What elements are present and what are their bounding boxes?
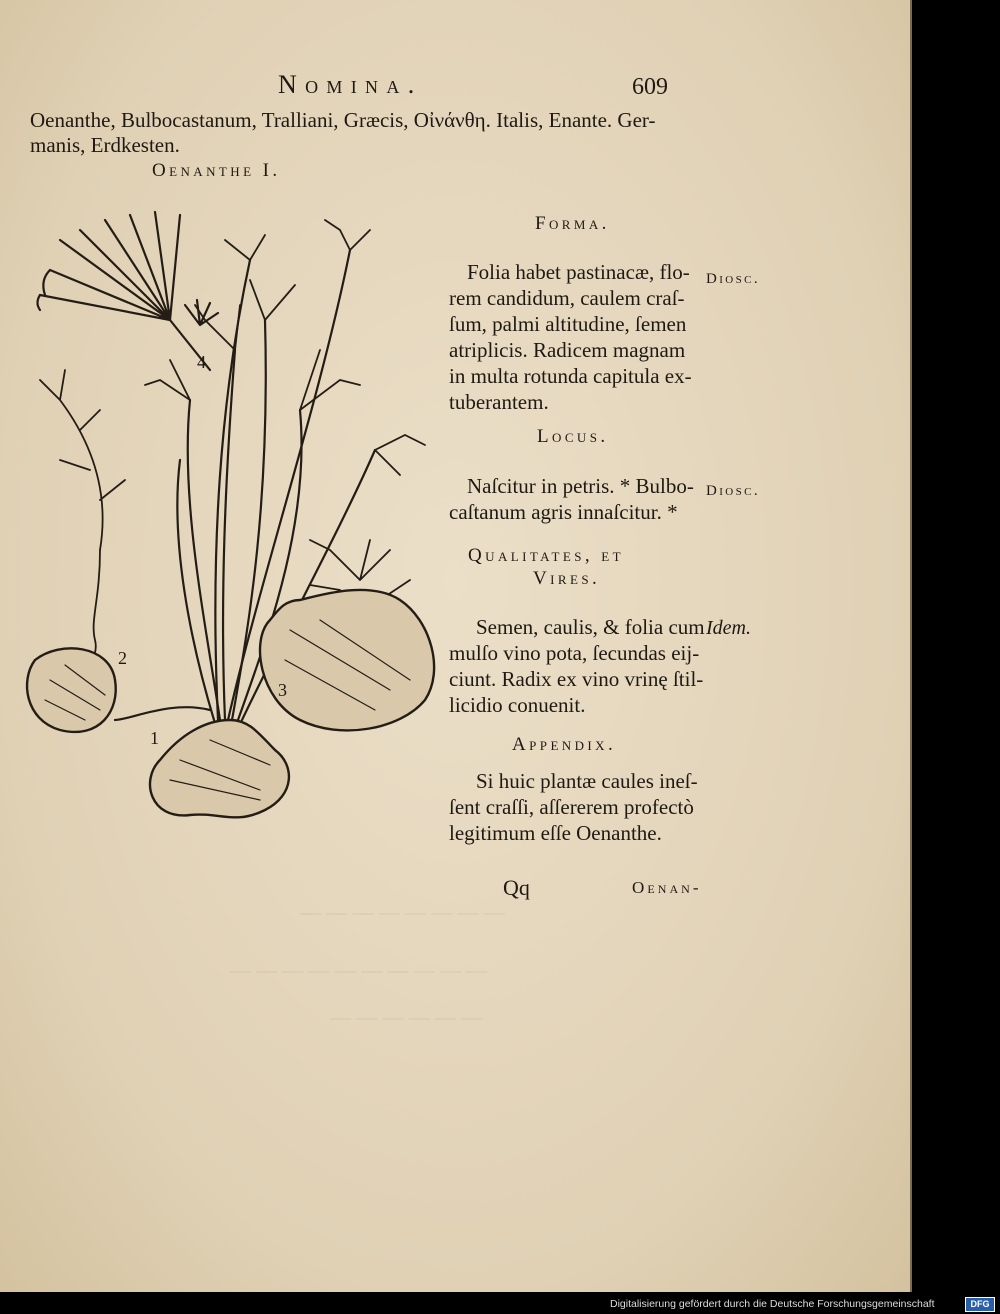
show-through-text: — — — — — — — —	[300, 900, 505, 924]
figure-title: Oenanthe I.	[152, 160, 281, 181]
nomina-line-1: Oenanthe, Bulbocastanum, Tralliani, Græcis, Οἰνάνθη. Italis, Enante. Ger-	[30, 108, 656, 132]
appendix-line: ſent craſſi, aſſererem profectò	[449, 795, 694, 819]
margin-note-diosc: Diosc.	[706, 271, 761, 287]
section-heading-qualitates: Qualitates, et	[468, 545, 624, 566]
forma-line: Folia habet pastinacæ, flo-	[467, 260, 690, 284]
forma-line: ſum, palmi altitudine, ſemen	[449, 312, 687, 336]
section-heading-forma: Forma.	[535, 213, 610, 234]
appendix-line: legitimum eſſe Oenanthe.	[449, 821, 662, 845]
figure-number-3: 3	[278, 680, 287, 700]
section-heading-locus: Locus.	[537, 426, 609, 447]
forma-line: rem candidum, caulem craſ-	[449, 286, 685, 310]
qualitates-line: Semen, caulis, & folia cum	[476, 615, 705, 639]
figure-number-4: 4	[197, 352, 206, 372]
show-through-text: — — — — — —	[330, 1005, 483, 1029]
plant-woodcut-illustration	[20, 200, 440, 840]
forma-line: tuberantem.	[449, 390, 549, 414]
appendix-line: Si huic plantæ caules ineſ-	[476, 769, 698, 793]
dfg-logo: DFG	[965, 1297, 995, 1312]
margin-note-diosc: Diosc.	[706, 483, 761, 499]
running-title: Nomina.	[278, 70, 423, 99]
section-heading-vires: Vires.	[533, 568, 601, 589]
qualitates-line: ciunt. Radix ex vino vrinę ſtil-	[449, 667, 704, 691]
section-heading-appendix: Appendix.	[512, 734, 617, 755]
digitization-credit: Digitalisierung gefördert durch die Deutsche Forschungsgemeinschaft	[610, 1298, 935, 1310]
figure-number-2: 2	[118, 648, 127, 668]
forma-line: atriplicis. Radicem magnam	[449, 338, 686, 362]
locus-line: Naſcitur in petris. * Bulbo-	[467, 474, 694, 498]
qualitates-line: licidio conuenit.	[449, 693, 586, 717]
forma-line: in multa rotunda capitula ex-	[449, 364, 692, 388]
qualitates-line: mulſo vino pota, ſecundas eij-	[449, 641, 700, 665]
signature-mark: Qq	[503, 875, 530, 900]
umbel-flowerhead	[38, 212, 211, 370]
show-through-text: — — — — — — — — — —	[230, 958, 488, 982]
catchword: Oenan-	[632, 878, 702, 897]
root-bulbs	[27, 590, 434, 817]
figure-number-1: 1	[150, 728, 159, 748]
locus-line: caſtanum agris innaſcitur. *	[449, 500, 678, 524]
page-number: 609	[632, 74, 668, 100]
small-umbel	[185, 300, 218, 325]
nomina-line-2: manis, Erdkesten.	[30, 133, 180, 157]
margin-note-idem: Idem.	[706, 617, 751, 639]
